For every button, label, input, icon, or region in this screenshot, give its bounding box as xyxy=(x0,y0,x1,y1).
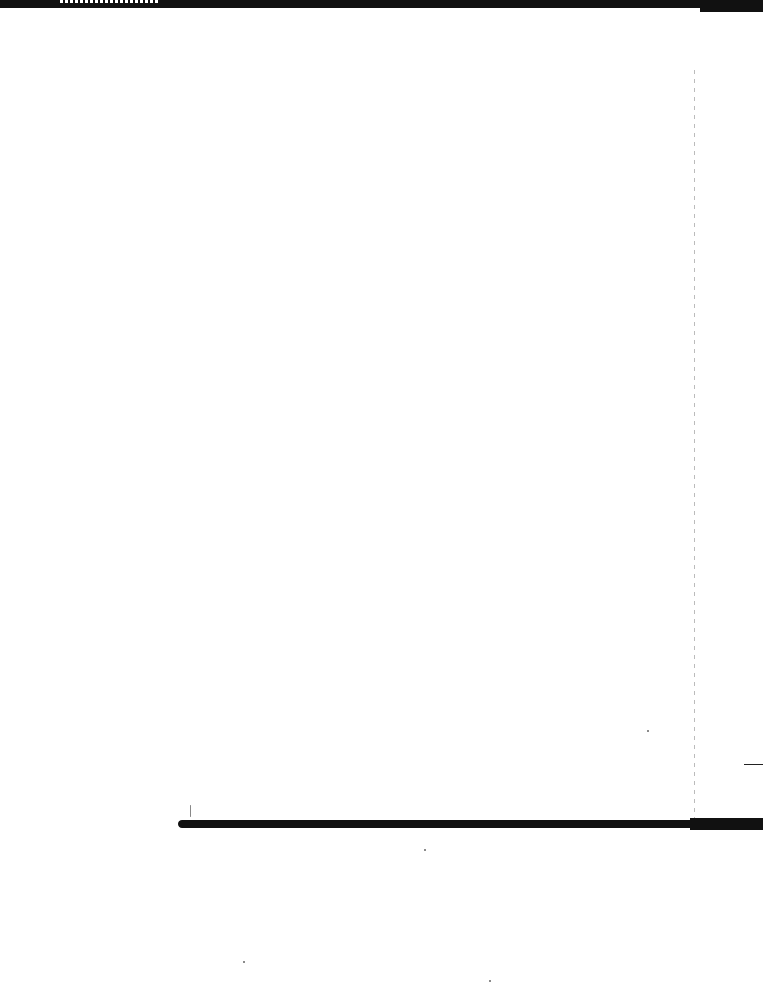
scan-bottom-border xyxy=(178,820,763,828)
scan-speck xyxy=(243,961,245,963)
scan-bottom-border-right xyxy=(690,818,763,830)
scan-speck xyxy=(424,849,426,851)
scan-top-border-dots xyxy=(60,0,160,3)
scan-speck xyxy=(190,805,191,817)
scan-speck xyxy=(647,730,649,732)
page-fold-line xyxy=(694,70,695,820)
scan-speck xyxy=(489,980,491,982)
scan-right-rule xyxy=(700,8,763,12)
main-column xyxy=(246,73,646,85)
footnote-rule xyxy=(744,764,763,765)
